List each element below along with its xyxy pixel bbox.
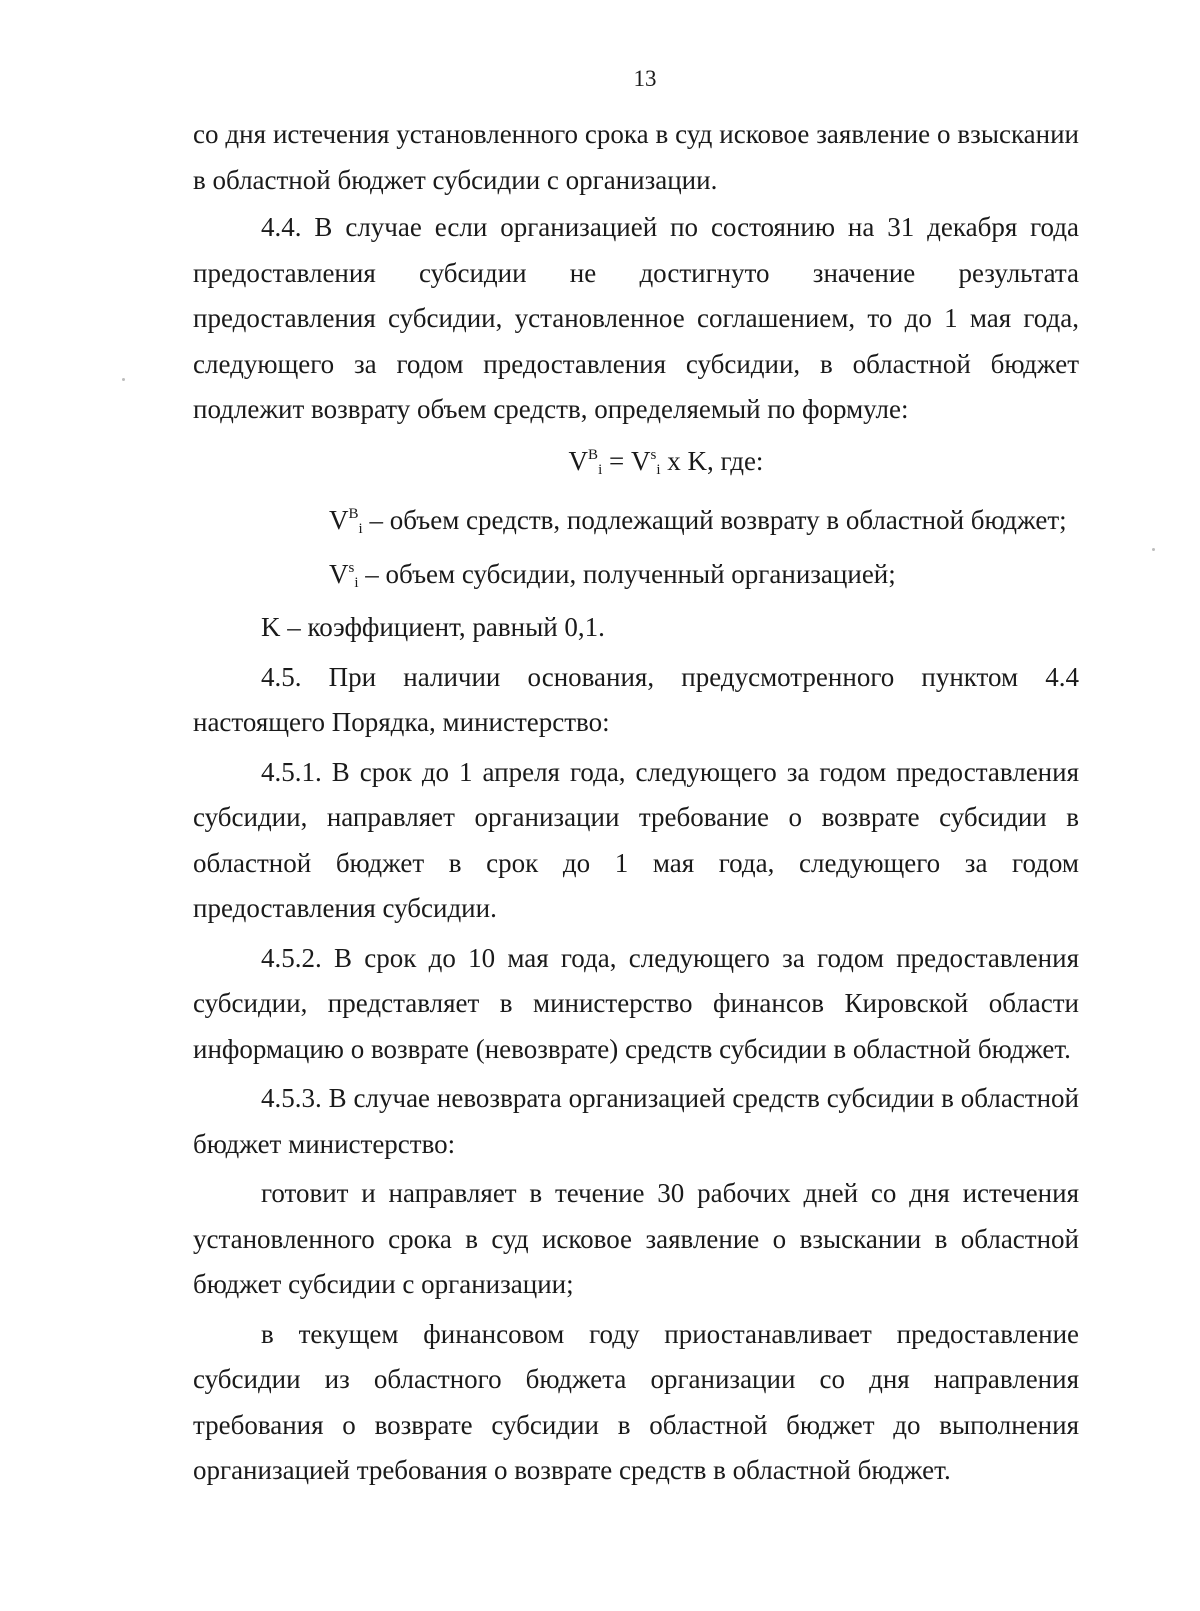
definition-vb [193,498,1079,544]
formula-lhs: $V^B_i$ [568,445,603,478]
document-body [193,112,1079,1494]
symbol-vs: $V^s_i$ [329,558,359,591]
definition-k: K – коэффициент, равный 0,1. [261,612,605,642]
paragraph-4-5-3: 4.5.3. В случае невозврата организацией средств субсидии в областной бюджет министерство: [193,1083,1079,1159]
paragraph-suspension: в текущем финансовом году приостанавливает предоставление субсидии из областного бюджета организации со дня направления требования о возврате субсидии в областной бюджет до выполнения организацией требования о возврате средств в областной бюджет. [193,1318,1079,1485]
paragraph-4-5: 4.5. При наличии основания, предусмотренного пунктом 4.4 настоящего Порядка, министерство: [193,661,1079,737]
definition-vs-text: – объем субсидии, полученный организацией; [358,558,896,589]
page-number: 13 [633,66,657,91]
paragraph-4-4: 4.4. В случае если организацией по состоянию на 31 декабря года предоставления субсидии не достигнуто значение результата предоставления субсидии, установленное соглашением, то до 1 мая года, следующего за годом предоставления субсидии, в областной бюджет подлежит возврату объем средств, определяемый по формуле: [193,212,1079,424]
paragraph-4-5-1: 4.5.1. В срок до 1 апреля года, следующего за годом предоставления субсидии, направляет организации требование о возврате субсидии в областной бюджет в срок до 1 мая года, следующего за годом предоставления субсидии. [193,756,1079,923]
definition-vs [193,552,1079,598]
paragraph-court-claim: готовит и направляет в течение 30 рабочих дней со дня истечения установленного срока в суд исковое заявление о взыскании в областной бюджет субсидии с организации; [193,1178,1079,1299]
formula [193,439,1079,485]
definition-vb-text: – объем средств, подлежащий возврату в областной бюджет; [362,505,1067,535]
symbol-vb: $V^B_i$ [329,505,363,537]
formula-rest: x K, где: [660,445,764,476]
formula-equals: = [602,445,631,476]
paragraph-continuation: со дня истечения установленного срока в суд исковое заявление о взыскании в областной бюджет субсидии с организации. [193,119,1079,195]
paragraph-4-5-2: 4.5.2. В срок до 10 мая года, следующего за годом предоставления субсидии, представляет в министерство финансов Кировской области информацию о возврате (невозврате) средств субсидии в областной бюджет. [193,942,1079,1064]
scan-speck [122,378,125,381]
scan-speck [1152,548,1155,551]
formula-rhs: $V^s_i$ [630,445,661,478]
